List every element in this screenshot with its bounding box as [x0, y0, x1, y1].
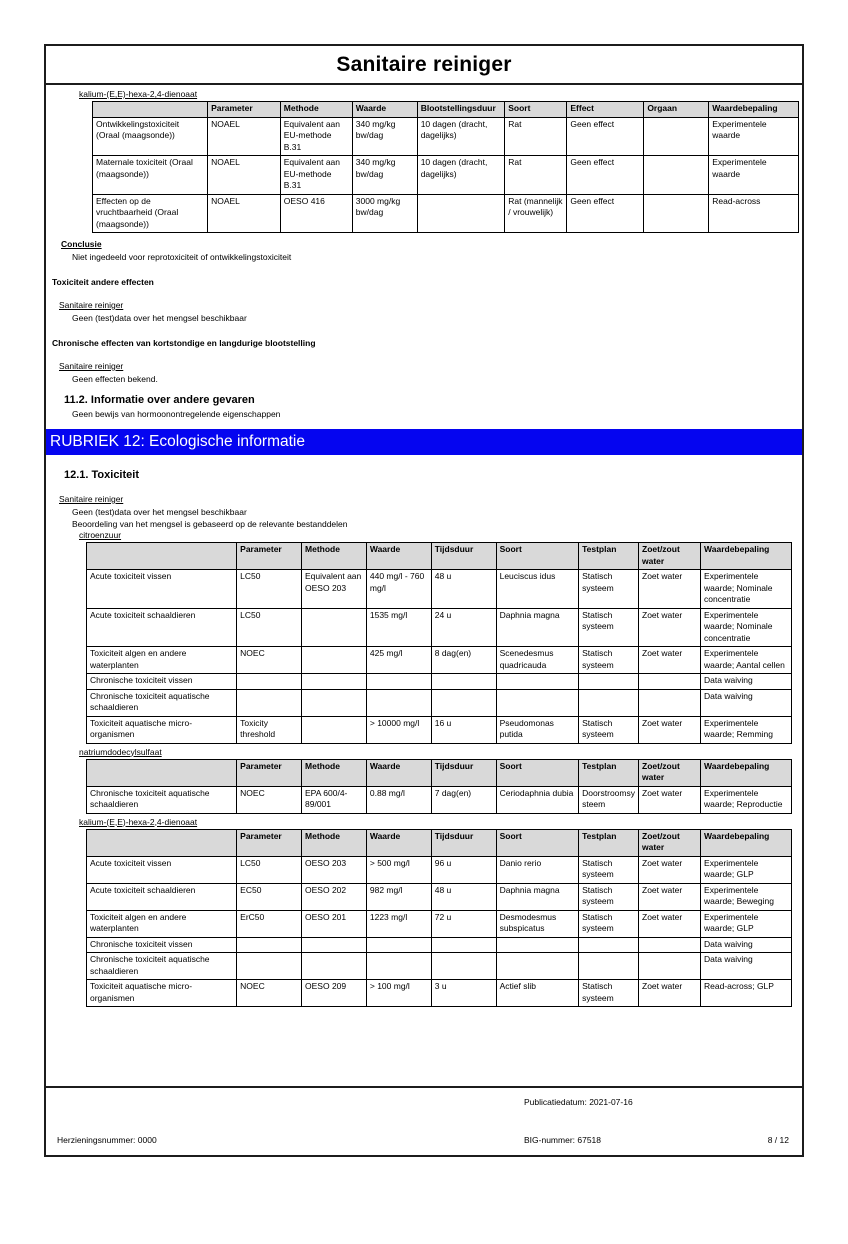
column-header: Parameter — [237, 759, 302, 786]
table-cell: Rat — [505, 117, 567, 156]
eco-note-1: Geen (test)data over het mengsel beschikbaar — [72, 507, 247, 517]
section-11-2-text: Geen bewijs van hormoonontregelende eigenschappen — [72, 409, 281, 419]
page-title: Sanitaire reiniger — [336, 52, 512, 76]
table-cell: LC50 — [237, 570, 302, 609]
table-cell — [496, 689, 578, 716]
table-cell: Equivalent aan OESO 203 — [302, 570, 367, 609]
column-header: Soort — [505, 102, 567, 118]
product-name-2: Sanitaire reiniger — [59, 361, 124, 371]
column-header: Tijdsduur — [431, 829, 496, 856]
table-cell — [366, 689, 431, 716]
column-header: Waarde — [366, 543, 431, 570]
table-cell: Geen effect — [567, 194, 644, 233]
table-cell: Zoet water — [639, 883, 701, 910]
table-cell: NOAEL — [208, 117, 281, 156]
table-cell: NOAEL — [208, 156, 281, 195]
table-cell: 10 dagen (dracht, dagelijks) — [417, 156, 505, 195]
table-cell: Danio rerio — [496, 856, 578, 883]
table-cell: Chronische toxiciteit aquatische schaaldieren — [87, 786, 237, 813]
column-header: Soort — [496, 759, 578, 786]
table-cell: Toxiciteit aquatische micro-organismen — [87, 716, 237, 743]
data-table — [86, 829, 792, 1008]
table-cell — [302, 953, 367, 980]
table-cell: 3 u — [431, 980, 496, 1007]
table-cell — [417, 194, 505, 233]
big-number: BIG-nummer: 67518 — [524, 1135, 602, 1145]
table-cell: Zoet water — [639, 980, 701, 1007]
column-header: Testplan — [579, 543, 639, 570]
table-cell: Acute toxiciteit vissen — [87, 856, 237, 883]
table-cell — [431, 674, 496, 690]
eco-table-citroenzuur — [86, 542, 792, 744]
table-cell — [237, 953, 302, 980]
column-header: Waardebepaling — [701, 759, 792, 786]
table-cell: Data waiving — [701, 674, 792, 690]
column-header: Waardebepaling — [709, 102, 799, 118]
column-header — [87, 759, 237, 786]
table-row — [93, 194, 799, 233]
product-name-3: Sanitaire reiniger — [59, 494, 124, 504]
table-cell: Experimentele waarde; Remming — [701, 716, 792, 743]
table-cell: 1535 mg/l — [366, 608, 431, 647]
section-12-1-heading: 12.1. Toxiciteit — [64, 469, 139, 481]
column-header: Waarde — [366, 829, 431, 856]
table-cell: Experimentele waarde; Nominale concentratie — [701, 570, 792, 609]
column-header: Testplan — [579, 759, 639, 786]
table-cell — [302, 608, 367, 647]
table-cell: NOEC — [237, 980, 302, 1007]
table-cell — [496, 937, 578, 953]
table-cell: > 10000 mg/l — [366, 716, 431, 743]
table-cell — [302, 689, 367, 716]
table-cell: Scenedesmus quadricauda — [496, 647, 578, 674]
table-row — [93, 156, 799, 195]
table-cell: 0.88 mg/l — [366, 786, 431, 813]
document-content — [46, 85, 802, 1087]
table-cell: NOEC — [237, 786, 302, 813]
table-cell: Pseudomonas putida — [496, 716, 578, 743]
table-cell: Data waiving — [701, 937, 792, 953]
page-number: 8 / 12 — [767, 1135, 789, 1145]
table-cell: Doorstroomsysteem — [579, 786, 639, 813]
table-cell — [366, 674, 431, 690]
column-header: Orgaan — [644, 102, 709, 118]
table-cell: Daphnia magna — [496, 608, 578, 647]
table-cell: Experimentele waarde — [709, 156, 799, 195]
table-row — [87, 980, 792, 1007]
table-cell: Statisch systeem — [579, 980, 639, 1007]
table-cell: OESO 416 — [280, 194, 352, 233]
product-name-1: Sanitaire reiniger — [59, 300, 124, 310]
table-cell: 7 dag(en) — [431, 786, 496, 813]
table-cell: Zoet water — [639, 570, 701, 609]
substance-label-kalium-reprotox: kalium-(E,E)-hexa-2,4-dienoaat — [79, 89, 198, 99]
table-cell: 72 u — [431, 910, 496, 937]
column-header: Methode — [302, 759, 367, 786]
table-cell — [639, 937, 701, 953]
table-cell: Chronische toxiciteit aquatische schaaldieren — [87, 953, 237, 980]
table-row — [87, 883, 792, 910]
table-cell: 24 u — [431, 608, 496, 647]
table-header-row — [87, 829, 792, 856]
table-cell: Read-across — [709, 194, 799, 233]
table-cell — [366, 953, 431, 980]
table-cell: 340 mg/kg bw/dag — [352, 156, 417, 195]
table-cell: Acute toxiciteit schaaldieren — [87, 883, 237, 910]
table-cell: 440 mg/l - 760 mg/l — [366, 570, 431, 609]
table-cell — [639, 689, 701, 716]
table-cell: Leuciscus idus — [496, 570, 578, 609]
column-header: Parameter — [237, 829, 302, 856]
table-cell — [644, 156, 709, 195]
column-header: Blootstellingsduur — [417, 102, 505, 118]
table-cell — [302, 674, 367, 690]
rubriek-12-banner: RUBRIEK 12: Ecologische informatie — [46, 429, 802, 455]
table-cell: Equivalent aan EU-methode B.31 — [280, 117, 352, 156]
table-cell — [496, 674, 578, 690]
table-row — [87, 910, 792, 937]
document-header — [46, 46, 802, 85]
table-cell — [237, 937, 302, 953]
table-cell: Statisch systeem — [579, 647, 639, 674]
conclusie-text: Niet ingedeeld voor reprotoxiciteit of ontwikkelingstoxiciteit — [72, 252, 292, 262]
table-row — [93, 117, 799, 156]
reprotox-table — [92, 101, 799, 233]
table-cell: Acute toxiciteit vissen — [87, 570, 237, 609]
column-header: Waarde — [366, 759, 431, 786]
table-cell — [579, 689, 639, 716]
table-cell — [496, 953, 578, 980]
table-cell: Statisch systeem — [579, 608, 639, 647]
column-header — [87, 829, 237, 856]
table-cell: 48 u — [431, 570, 496, 609]
table-cell: > 500 mg/l — [366, 856, 431, 883]
table-cell: > 100 mg/l — [366, 980, 431, 1007]
table-cell: Data waiving — [701, 953, 792, 980]
page-footer — [46, 1086, 802, 1155]
revision-number: Herzieningsnummer: 0000 — [57, 1135, 157, 1145]
table-header-row — [93, 102, 799, 118]
table-cell: Zoet water — [639, 910, 701, 937]
table-cell: Statisch systeem — [579, 570, 639, 609]
table-cell: OESO 202 — [302, 883, 367, 910]
table-cell: Data waiving — [701, 689, 792, 716]
table-cell: Equivalent aan EU-methode B.31 — [280, 156, 352, 195]
table-cell: 425 mg/l — [366, 647, 431, 674]
table-cell: Toxiciteit algen en andere waterplanten — [87, 910, 237, 937]
column-header: Soort — [496, 829, 578, 856]
table-cell: 1223 mg/l — [366, 910, 431, 937]
table-cell — [302, 647, 367, 674]
table-cell: Experimentele waarde; Nominale concentratie — [701, 608, 792, 647]
table-cell: Acute toxiciteit schaaldieren — [87, 608, 237, 647]
column-header: Waardebepaling — [701, 543, 792, 570]
table-row — [87, 856, 792, 883]
table-cell — [644, 194, 709, 233]
table-cell — [579, 937, 639, 953]
table-cell: Effecten op de vruchtbaarheid (Oraal (maagsonde)) — [93, 194, 208, 233]
eco-table-kalium — [86, 829, 792, 1008]
table-cell: 16 u — [431, 716, 496, 743]
table-cell: 10 dagen (dracht, dagelijks) — [417, 117, 505, 156]
other-effects-text: Geen (test)data over het mengsel beschikbaar — [72, 313, 247, 323]
table-cell: Zoet water — [639, 647, 701, 674]
table-cell: Statisch systeem — [579, 856, 639, 883]
column-header — [93, 102, 208, 118]
table-cell — [639, 953, 701, 980]
column-header: Tijdsduur — [431, 543, 496, 570]
table-cell: Rat (mannelijk / vrouwelijk) — [505, 194, 567, 233]
table-cell — [237, 674, 302, 690]
table-cell: Statisch systeem — [579, 716, 639, 743]
table-cell: Toxicity threshold — [237, 716, 302, 743]
table-cell: NOEC — [237, 647, 302, 674]
table-cell: Desmodesmus subspicatus — [496, 910, 578, 937]
table-cell: EC50 — [237, 883, 302, 910]
table-row — [87, 689, 792, 716]
table-cell: Chronische toxiciteit vissen — [87, 937, 237, 953]
publication-date: Publicatiedatum: 2021-07-16 — [524, 1097, 633, 1107]
chronic-text: Geen effecten bekend. — [72, 374, 158, 384]
table-cell: Ceriodaphnia dubia — [496, 786, 578, 813]
eco-table-natriumdodecylsulfaat — [86, 759, 792, 814]
table-cell: Zoet water — [639, 608, 701, 647]
table-cell: Zoet water — [639, 856, 701, 883]
table-cell: Experimentele waarde; Reproductie — [701, 786, 792, 813]
table-header-row — [87, 759, 792, 786]
table-cell: 3000 mg/kg bw/dag — [352, 194, 417, 233]
table-cell: LC50 — [237, 856, 302, 883]
table-cell — [644, 117, 709, 156]
table-cell: 340 mg/kg bw/dag — [352, 117, 417, 156]
column-header — [87, 543, 237, 570]
table-cell: 96 u — [431, 856, 496, 883]
table-cell: Experimentele waarde; Beweging — [701, 883, 792, 910]
table-cell: Experimentele waarde; GLP — [701, 856, 792, 883]
column-header: Methode — [302, 543, 367, 570]
table-cell: Geen effect — [567, 117, 644, 156]
table-cell: Toxiciteit algen en andere waterplanten — [87, 647, 237, 674]
table-cell: 8 dag(en) — [431, 647, 496, 674]
table-cell: Experimentele waarde; Aantal cellen — [701, 647, 792, 674]
substance-label-citroenzuur: citroenzuur — [79, 530, 122, 540]
table-cell: Chronische toxiciteit aquatische schaaldieren — [87, 689, 237, 716]
eco-note-2: Beoordeling van het mengsel is gebaseerd op de relevante bestanddelen — [72, 519, 348, 529]
column-header: Parameter — [208, 102, 281, 118]
column-header: Tijdsduur — [431, 759, 496, 786]
column-header: Waarde — [352, 102, 417, 118]
table-row — [87, 716, 792, 743]
table-cell: Statisch systeem — [579, 883, 639, 910]
table-cell — [302, 937, 367, 953]
table-cell — [237, 689, 302, 716]
data-table — [86, 542, 792, 744]
table-cell: OESO 201 — [302, 910, 367, 937]
table-cell: EPA 600/4-89/001 — [302, 786, 367, 813]
column-header: Parameter — [237, 543, 302, 570]
section-11-2-heading: 11.2. Informatie over andere gevaren — [64, 394, 255, 406]
table-row — [87, 570, 792, 609]
column-header: Soort — [496, 543, 578, 570]
column-header: Testplan — [579, 829, 639, 856]
table-cell: Rat — [505, 156, 567, 195]
table-header-row — [87, 543, 792, 570]
table-cell: Ontwikkelingstoxiciteit (Oraal (maagsonde)) — [93, 117, 208, 156]
data-table — [86, 759, 792, 814]
table-cell: OESO 203 — [302, 856, 367, 883]
table-cell: Maternale toxiciteit (Oraal (maagsonde)) — [93, 156, 208, 195]
data-table — [92, 101, 799, 233]
table-row — [87, 937, 792, 953]
table-cell — [431, 689, 496, 716]
column-header: Methode — [302, 829, 367, 856]
table-cell: 48 u — [431, 883, 496, 910]
conclusie-label: Conclusie — [61, 239, 102, 249]
column-header: Effect — [567, 102, 644, 118]
table-cell: Statisch systeem — [579, 910, 639, 937]
heading-toxiciteit-andere-effecten: Toxiciteit andere effecten — [52, 277, 154, 287]
table-cell — [431, 937, 496, 953]
table-cell: Experimentele waarde; GLP — [701, 910, 792, 937]
table-cell: Actief slib — [496, 980, 578, 1007]
table-row — [87, 953, 792, 980]
table-cell: OESO 209 — [302, 980, 367, 1007]
table-cell: Experimentele waarde — [709, 117, 799, 156]
substance-label-kalium-eco: kalium-(E,E)-hexa-2,4-dienoaat — [79, 816, 198, 827]
table-cell: NOAEL — [208, 194, 281, 233]
document-page — [44, 44, 804, 1157]
table-cell: Read-across; GLP — [701, 980, 792, 1007]
column-header: Zoet/zout water — [639, 759, 701, 786]
table-cell: 982 mg/l — [366, 883, 431, 910]
table-cell: Zoet water — [639, 786, 701, 813]
column-header: Methode — [280, 102, 352, 118]
column-header: Zoet/zout water — [639, 543, 701, 570]
table-cell: Chronische toxiciteit vissen — [87, 674, 237, 690]
table-cell: ErC50 — [237, 910, 302, 937]
table-row — [87, 674, 792, 690]
table-cell: Zoet water — [639, 716, 701, 743]
table-cell: Daphnia magna — [496, 883, 578, 910]
table-cell — [579, 674, 639, 690]
table-cell: Geen effect — [567, 156, 644, 195]
column-header: Waardebepaling — [701, 829, 792, 856]
table-row — [87, 647, 792, 674]
table-row — [87, 786, 792, 813]
table-cell — [579, 953, 639, 980]
table-cell: Toxiciteit aquatische micro-organismen — [87, 980, 237, 1007]
substance-label-natriumdodecylsulfaat: natriumdodecylsulfaat — [79, 746, 162, 757]
table-cell — [302, 716, 367, 743]
heading-chronische-effecten: Chronische effecten van kortstondige en langdurige blootstelling — [52, 338, 316, 348]
table-cell — [431, 953, 496, 980]
table-cell: LC50 — [237, 608, 302, 647]
column-header: Zoet/zout water — [639, 829, 701, 856]
table-cell — [639, 674, 701, 690]
table-row — [87, 608, 792, 647]
table-cell — [366, 937, 431, 953]
